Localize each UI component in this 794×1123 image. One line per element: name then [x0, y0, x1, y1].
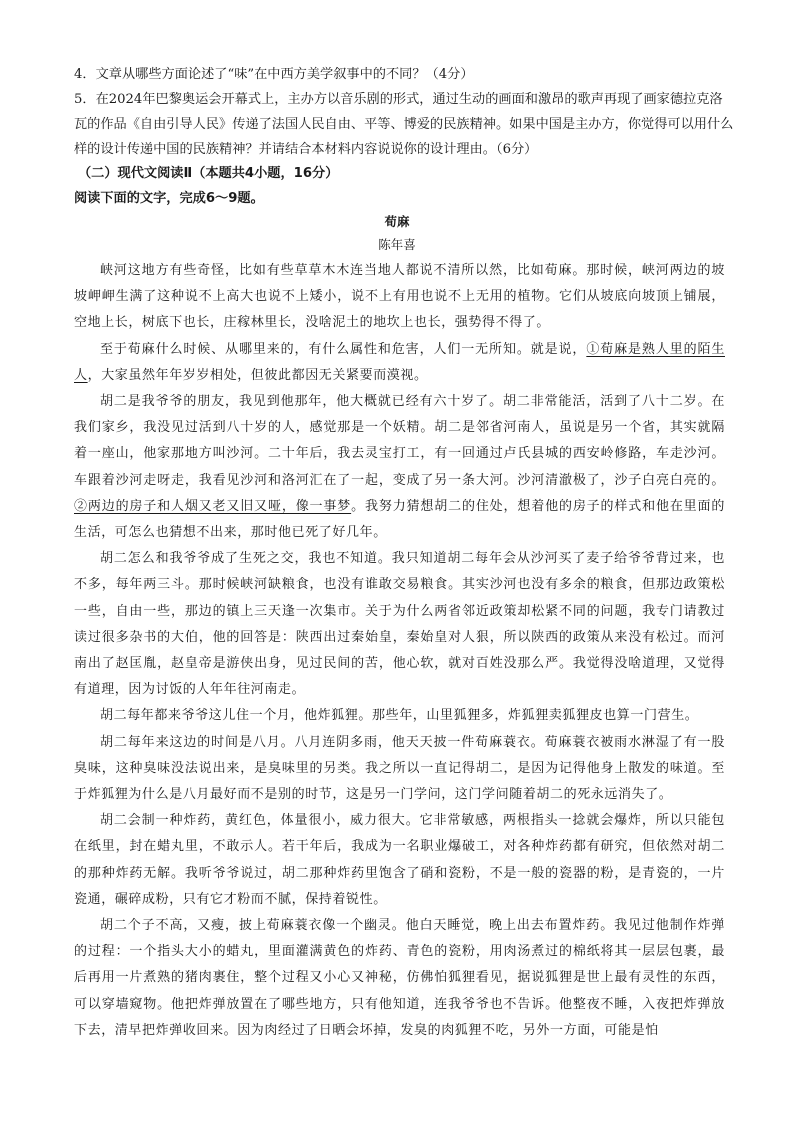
paragraph-text: 峡河这地方有些奇怪，比如有些草草木木连当地人都说不清所以然，比如荀麻。那时候，峡河两边的坡坡岬岬生满了这种说不上高大也说不上矮小，说不上有用也说不上无用的植物。它们从坡底向坡顶上铺展，空地上长，树底下也长，庄稼林里长，没啥泥土的地坎上也长，强势得不得了。 — [74, 263, 725, 331]
passage-body — [74, 258, 725, 1044]
passage-paragraph — [74, 730, 725, 809]
paragraph-text: 胡二是我爷爷的朋友，我见到他那年，他大概就已经有六十岁了。胡二非常能活，活到了八十二岁。在我们家乡，我没见过活到八十岁的人，感觉那是一个妖精。胡二是邻省河南人，虽说是另一个省，其实就隔着一座山，他家那地方叫沙河。二十年后，我去灵宝打工，有一回通过卢氏县城的西安岭修路，车走沙河。车跟着沙河走呀走，我看见沙河和洛河汇在了一起，变成了另一条大河。沙河清澈极了，沙子白亮白亮的。 — [74, 394, 725, 488]
paragraph-text: 。我努力猜想胡二的住处，想着他的房子的样式和他在里面的生活，可怎么也猜想不出来，那时他已死了好几年。 — [74, 498, 725, 541]
paragraph-text: 胡二怎么和我爷爷成了生死之交，我也不知道。我只知道胡二每年会从沙河买了麦子给爷爷背过来，也不多，每年两三斗。那时候峡河缺粮食，也没有谁敢交易粮食。其实沙河也没有多余的粮食，但那边政策松一些，自由一些，那边的镇上三天逢一次集市。关于为什么两省邻近政策却松紧不同的问题，我专门请教过读过很多杂书的大伯，他的回答是：陕西出过秦始皇，秦始皇对人狠，所以陕西的政策从来没有松过。而河南出了赵匡胤，赵皇帝是游侠出身，见过民间的苦，他心软，就对百姓没那么严。我觉得没啥道理，又觉得有道理，因为讨饭的人年年往河南走。 — [74, 551, 725, 698]
paragraph-text: 胡二个子不高，又瘦，披上荀麻蓑衣像一个幽灵。他白天睡觉，晚上出去布置炸药。我见过他制作炸弹的过程：一个指头大小的蜡丸，里面灌满黄色的炸药、青色的瓷粉，用肉汤煮过的棉纸将其一层层包裹，最后再用一片煮熟的猪肉裹住，整个过程又小心又神秘，仿佛怕狐狸看见，据说狐狸是世上最有灵性的东西，可以穿墙窥物。他把炸弹放置在了哪些地方，只有他知道，连我爷爷也不告诉。他整夜不睡，入夜把炸弹放下去，清早把炸弹收回来。因为肉经过了日晒会坏掉，发臭的肉狐狸不吃，另外一方面，可能是怕 — [74, 918, 725, 1038]
passage-paragraph — [74, 703, 725, 729]
underlined-sentence: ①荀麻是熟人里的陌生人 — [74, 341, 725, 383]
passage-paragraph — [74, 337, 725, 389]
paragraph-text: ，大家虽然年年岁岁相处，但彼此都因无关紧要而漠视。 — [87, 367, 428, 383]
passage-paragraph — [74, 546, 725, 703]
paragraph-text: 胡二每年来这边的时间是八月。八月连阴多雨，他天天披一件荀麻蓑衣。荀麻蓑衣被雨水淋湿了有一股臭味，这种臭味没法说出来，是臭味里的另类。我之所以一直记得胡二，是因为记得他身上散发的味道。至于炸狐狸为什么是八月最好而不是别的时节，这是另一门学问，这门学问随着胡二的死永远消失了。 — [74, 734, 725, 803]
question-4: 4．文章从哪些方面论述了“味”在中西方美学叙事中的不同？（4分） — [74, 67, 474, 82]
passage-paragraph — [74, 913, 725, 1044]
paragraph-text: 至于荀麻什么时候、从哪里来的，有什么属性和危害，人们一无所知。就是说， — [100, 341, 587, 357]
passage-title: 荀麻 — [384, 214, 410, 229]
paragraph-text: 胡二每年都来爷爷这儿住一个月，他炸狐狸。那些年，山里狐狸多，炸狐狸卖狐狸皮也算一门营生。 — [100, 708, 699, 724]
passage-author: 陈年喜 — [378, 237, 416, 252]
underlined-sentence: ②两边的房子和人烟又老又旧又哑，像一事梦 — [74, 498, 352, 514]
passage-paragraph — [74, 808, 725, 913]
section-instruction: 阅读下面的文字，完成6～9题。 — [74, 191, 264, 206]
passage-paragraph — [74, 258, 725, 337]
paragraph-text: 胡二会制一种炸药，黄红色，体量很小，威力很大。它非常敏感，两根指头一捻就会爆炸，所以只能包在纸里，封在蜡丸里，不敢示人。若干年后，我成为一名职业爆破工，对各种炸药都有研究，但依然对胡二的那种炸药无解。我听爷爷说过，胡二那种炸药里饱含了硝和瓷粉，不是一般的瓷器的粉，是青瓷的，一片瓷通，碾碎成粉，只有它才粉而不腻，保持着锐性。 — [74, 813, 725, 907]
question-5: 5．在2024年巴黎奥运会开幕式上，主办方以音乐剧的形式，通过生动的画面和激昂的歌声再现了画家德拉克洛瓦的作品《自由引导人民》传递了法国人民自由、平等、博爱的民族精神。如果中国是主办方，你觉得可以用什么样的设计传递中国的民族精神？并请结合本材料内容说说你的设计理由。（6分） — [74, 92, 734, 157]
passage-paragraph — [74, 389, 725, 546]
section-heading: （二）现代文阅读Ⅱ（本题共4小题，16分） — [78, 166, 339, 181]
